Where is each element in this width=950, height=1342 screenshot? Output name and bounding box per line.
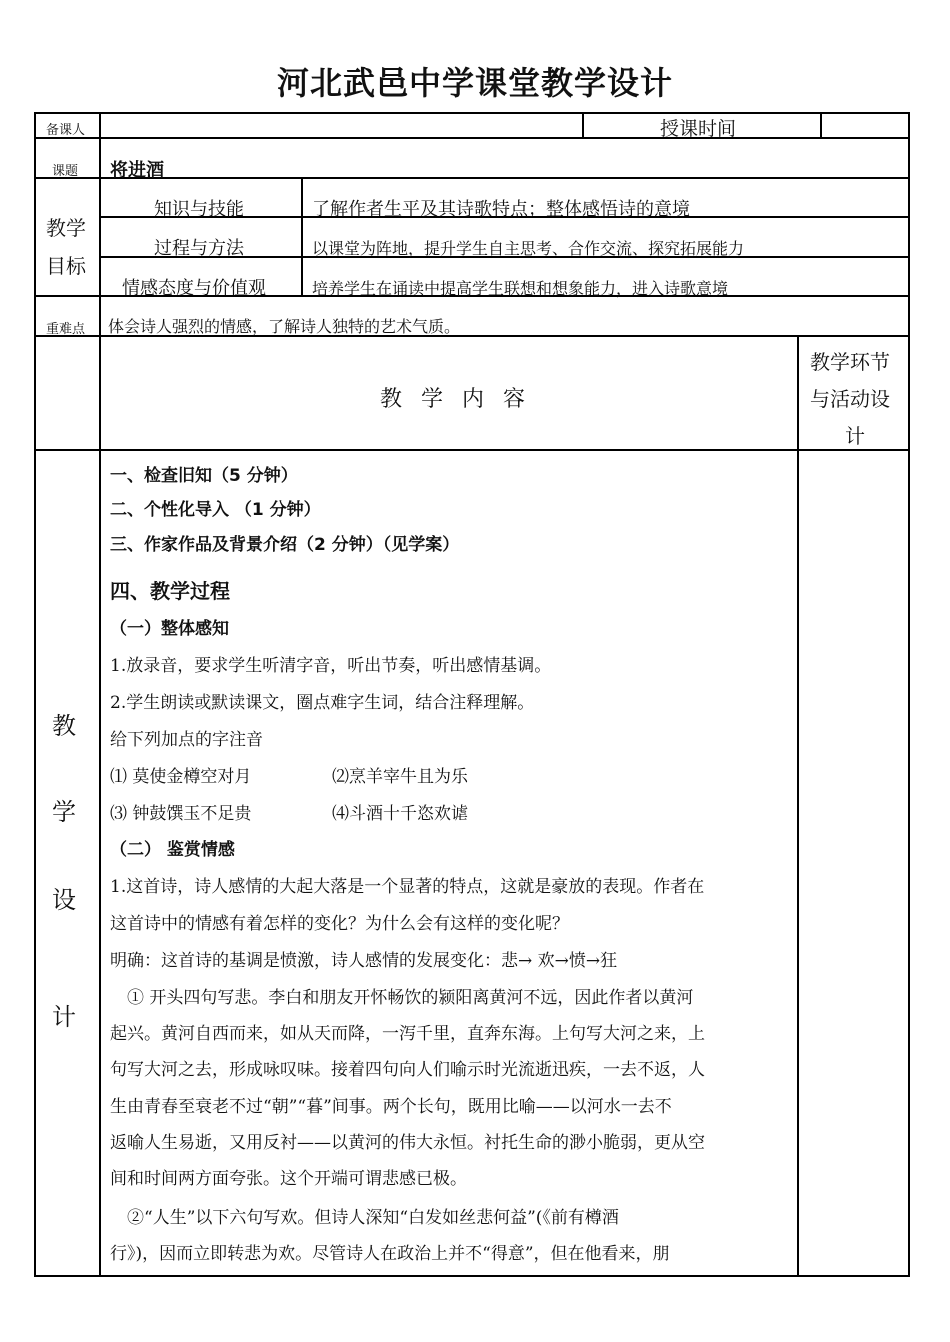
row-divider xyxy=(34,177,910,179)
key-points-label: 重难点 xyxy=(46,322,86,337)
section-heading: 四、教学过程 xyxy=(110,579,230,603)
paragraph-line: 间和时间两方面夸张。这个开端可谓悲感已极。 xyxy=(110,1169,467,1189)
preparer-label: 备课人 xyxy=(46,123,86,138)
exercise-item: ⑴ 莫使金樽空对月 xyxy=(110,767,252,787)
goal-knowledge-value: 了解作者生平及其诗歌特点；整体感悟诗的意境 xyxy=(312,199,690,220)
paragraph-line: 句写大河之去，形成咏叹味。接着四句向人们喻示时光流逝迅疾，一去不返，人 xyxy=(110,1060,705,1080)
section-heading: 二、个性化导入 （1 分钟） xyxy=(110,500,321,520)
lesson-time-label: 授课时间 xyxy=(660,118,737,140)
row-divider xyxy=(34,137,910,139)
section-heading: 一、检查旧知（5 分钟） xyxy=(110,466,298,486)
paragraph-line: 给下列加点的字注音 xyxy=(110,730,263,750)
goals-label: 教学 xyxy=(46,216,86,240)
paragraph-line: 返喻人生易逝，又用反衬——以黄河的伟大永恒。衬托生命的渺小脆弱，更从空 xyxy=(110,1133,705,1153)
paragraph-line: 明确：这首诗的基调是愤激，诗人感情的发展变化：悲→ 欢→愤→狂 xyxy=(110,951,618,971)
subsection-heading: （一）整体感知 xyxy=(110,619,229,639)
design-label-char: 设 xyxy=(52,886,76,914)
paragraph-line: 生由青春至衰老不过“朝”“暮”间事。两个长句，既用比喻——以河水一去不 xyxy=(110,1097,672,1117)
paragraph-line: 1.这首诗，诗人感情的大起大落是一个显著的特点，这就是豪放的表现。作者在 xyxy=(110,877,705,897)
column-divider xyxy=(797,335,799,1277)
goal-knowledge-label: 知识与技能 xyxy=(154,199,244,220)
exercise-item: ⑵烹羊宰牛且为乐 xyxy=(332,767,468,787)
key-points-value: 体会诗人强烈的情感，了解诗人独特的艺术气质。 xyxy=(108,317,461,336)
design-label-char: 计 xyxy=(52,1003,76,1031)
goal-emotion-value: 培养学生在诵读中提高学生联想和想象能力，进入诗歌意境 xyxy=(312,279,729,298)
section-heading: 三、作家作品及背景介绍（2 分钟）（见学案） xyxy=(110,535,460,555)
design-label-char: 教 xyxy=(52,712,76,740)
subsection-heading: （二） 鉴赏情感 xyxy=(110,840,235,860)
paragraph-line: ②“人生”以下六句写欢。但诗人深知“白发如丝悲何益”(《前有樽酒 xyxy=(110,1208,619,1228)
activity-column-header: 与活动设 xyxy=(810,387,890,411)
paragraph-line: 2.学生朗读或默读课文，圈点难字生词，结合注释理解。 xyxy=(110,693,535,713)
column-divider xyxy=(301,177,303,297)
goal-process-value: 以课堂为阵地，提升学生自主思考、合作交流、探究拓展能力 xyxy=(312,239,745,258)
paragraph-line: 行》)，因而立即转悲为欢。尽管诗人在政治上并不“得意”，但在他看来，朋 xyxy=(110,1244,670,1264)
page-title: 河北武邑中学课堂教学设计 xyxy=(276,64,673,102)
design-label-char: 学 xyxy=(52,798,76,826)
activity-column-header: 教学环节 xyxy=(810,350,890,374)
paragraph-line: 这首诗中的情感有着怎样的变化？为什么会有这样的变化呢？ xyxy=(110,914,569,934)
goals-label: 目标 xyxy=(46,254,86,278)
topic-value: 将进酒 xyxy=(110,160,164,181)
paragraph-line: 起兴。黄河自西而来，如从天而降，一泻千里，直奔东海。上句写大河之来，上 xyxy=(110,1024,705,1044)
column-divider xyxy=(820,112,822,138)
goal-emotion-label: 情感态度与价值观 xyxy=(122,278,266,299)
exercise-item: ⑷斗酒十千恣欢谑 xyxy=(332,804,468,824)
activity-column-header: 计 xyxy=(845,424,865,448)
topic-label: 课题 xyxy=(52,164,79,179)
exercise-item: ⑶ 钟鼓馔玉不足贵 xyxy=(110,804,252,824)
column-divider xyxy=(99,112,101,1277)
column-divider xyxy=(582,112,584,138)
paragraph-line: ① 开头四句写悲。李白和朋友开怀畅饮的颍阳离黄河不远，因此作者以黄河 xyxy=(110,988,694,1008)
row-divider xyxy=(34,449,910,451)
content-column-header: 教 学 内 容 xyxy=(380,387,531,412)
paragraph-line: 1.放录音，要求学生听清字音，听出节奏，听出感情基调。 xyxy=(110,656,552,676)
goal-process-label: 过程与方法 xyxy=(154,238,244,259)
